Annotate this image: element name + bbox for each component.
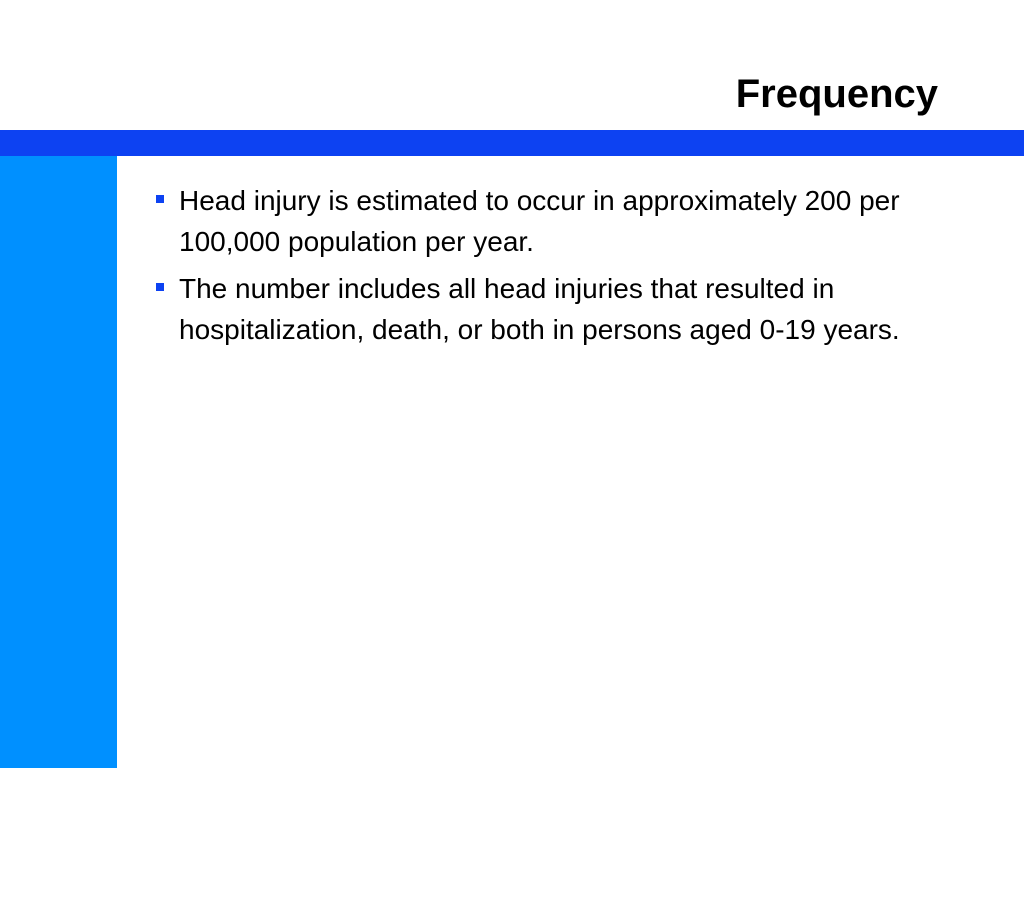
bullet-item — [152, 268, 962, 350]
slide-number: 6 — [52, 886, 60, 902]
square-bullet-icon — [156, 283, 164, 291]
slide-title: Frequency — [735, 72, 938, 116]
square-bullet-icon — [156, 195, 164, 203]
header-band — [0, 130, 1024, 156]
sidebar-band — [0, 156, 117, 902]
bullet-text: Head injury is estimated to occur in approximately 200 per 100,000 population per year. — [179, 185, 900, 257]
bullet-item — [152, 180, 962, 262]
bullet-text: The number includes all head injuries that resulted in hospitalization, death, or both in persons aged 0-19 years. — [179, 273, 900, 345]
slide-body — [152, 180, 962, 356]
